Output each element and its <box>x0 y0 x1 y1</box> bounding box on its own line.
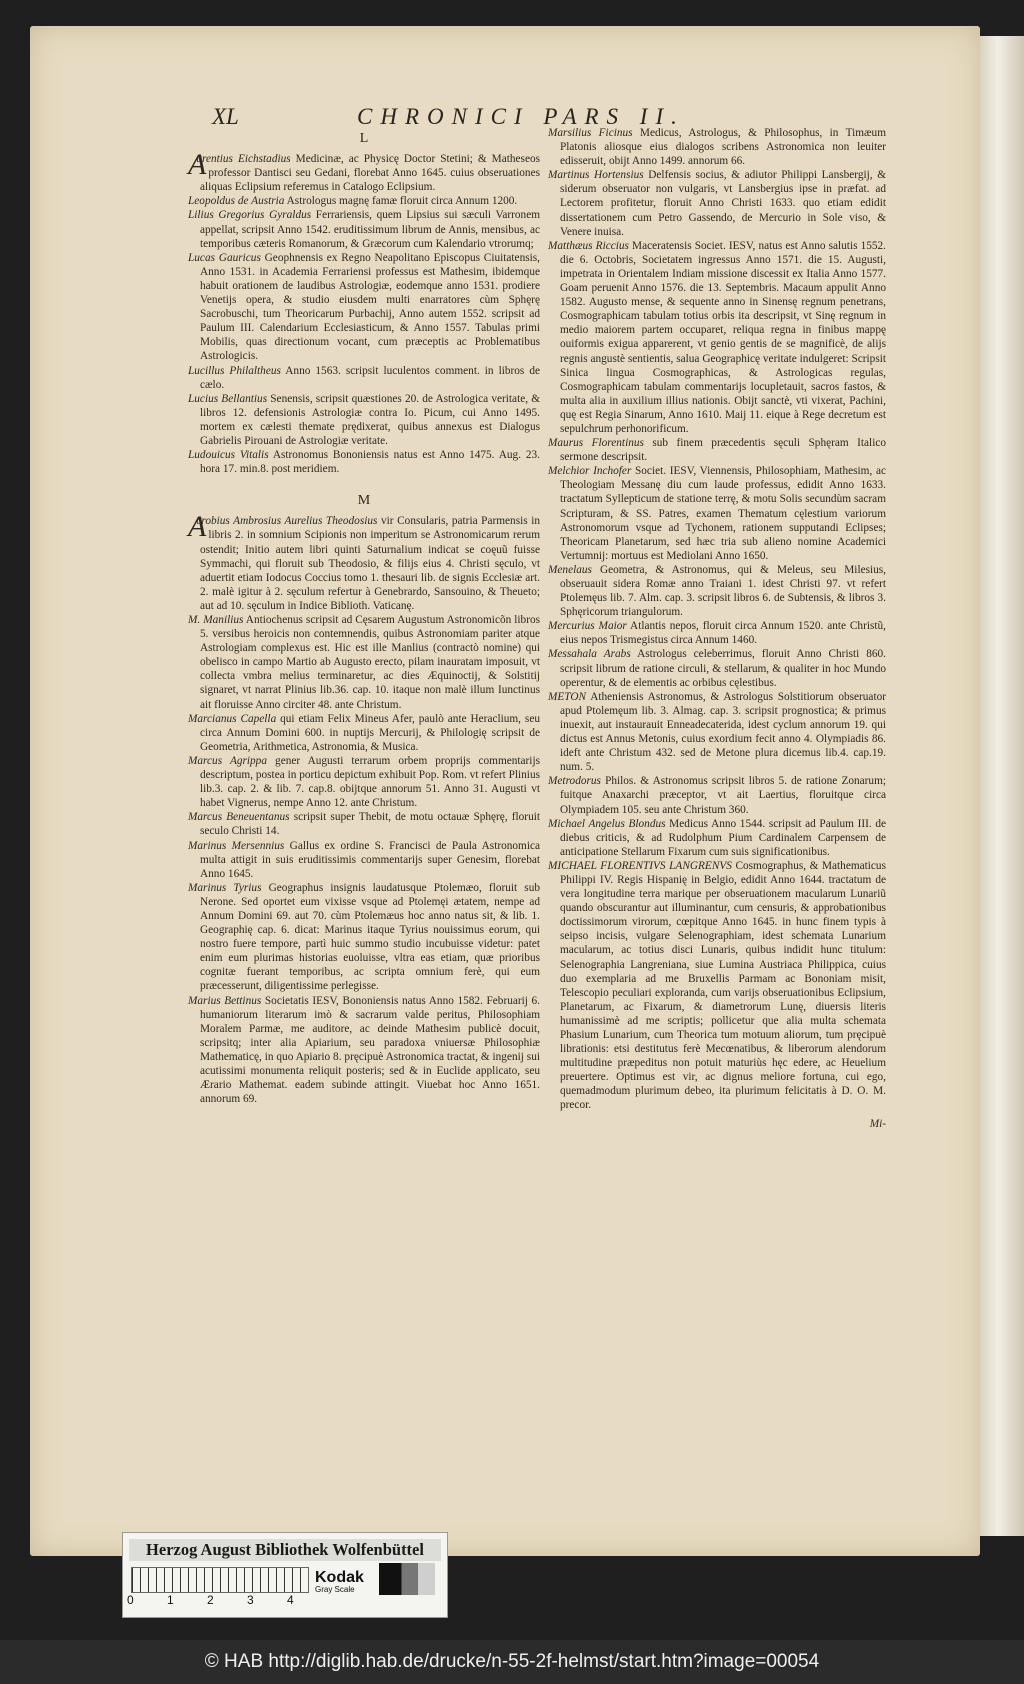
entry-name: Michael Angelus Blondus <box>548 817 666 830</box>
scale-number: 4 <box>287 1593 294 1607</box>
catchword: Mi- <box>869 1117 886 1130</box>
entry-text: Medicus, Astrologus, & Philosophus, in Timæum Platonis aliosque eius dialogos scribens Astronomica non leuiter edisseruit, obijt Anno 1499. annorum 66. <box>560 127 886 168</box>
entry <box>188 448 540 476</box>
entry <box>188 194 540 208</box>
entry-name: Messahala Arabs <box>548 648 631 661</box>
entry-text: gener Augusti terrarum orbem proprijs commentarijs descriptum, postea in porticu depictum exhibuit Pop. Rom. vt refert Plinius lib.3. cap. 2. & lib. 7. cap.8. obijtque annorum 51. Anno 31. Augusti vt habet Vignerus, nempe Anno 12. ante Christum. <box>200 754 540 810</box>
entry <box>188 148 541 194</box>
entry-text: Maceratensis Societ. IESV, natus est Anno salutis 1552. die 6. Octobris, Societatem ingressus Anno 1571. die 15. Augusti, impetrata in Orientalem Indiam missione discessit ex Italia Anno 1577. Goam peruenit Anno 1576. die 13. Septembris. Macaum appulit Anno 1582. Augusto mense, & sequente anno in Sinensę regnum penetrans, Cosmographicam tabulam totius orbis ita descripsit, vt Sinę regnum in medio maiorem partem occuparet, reliqua regna in finibus mappę ouiformis exigua apparerent, vt genio gentis de se magnificè, de alijs regnis angustè sentientis, salua Geographicę veritate indulgeret: Scripsit Sinica lingua Cosmographicas, & Astrologicas regulas, Cosmographicam tabulam commentarijs locupletauit, sacros fastos, & multa alia in auxilium illius nationis. Obijt sanctè, vti vixerat, Pachini, quę est Regia Sinarum, Anno 1610. Maij 11. eique à Rege decretum est sepulchrum perhonorificum. <box>560 239 887 435</box>
entry-text: Delfensis socius, & adiutor Philippi Lansbergij, & siderum obseruator non vulgaris, vt Lansbergius ipse in præfat. ad Lectorem profitetur, floruit Anno Christi 1633. quo etiam edidit dissertationem cum Petro Gassendo, de Mercurio in Sole viso, & Venere inuisa. <box>560 169 886 238</box>
entry-name: Matthæus Riccius <box>548 239 629 252</box>
running-title: CHRONICI PARS II. <box>357 104 685 129</box>
entry <box>188 839 540 881</box>
section-letter-m: M <box>357 493 371 509</box>
entry-name: Lucas Gauricus <box>188 251 261 264</box>
copyright-footer[interactable]: © HAB http://diglib.hab.de/drucke/n-55-2f-helmst/start.htm?image=00054 <box>0 1640 1024 1684</box>
entry-name: Metrodorus <box>548 775 601 788</box>
entry-text: Geometra, & Astronomus, qui & Meleus, seu Milesius, obseruauit sidera Romæ anno Traiani 1. idest Christi 97. vt refert Ptolemęus lib. 7. Alm. cap. 3. scripsit libros 6. de Subtensis, & libros 3. Sphęricorum triangulorum. <box>560 563 886 619</box>
entry <box>548 168 886 238</box>
entry <box>188 510 540 613</box>
entries-l <box>188 148 541 476</box>
folio-number: XL <box>212 104 239 129</box>
entry-text: Cosmographus, & Mathematicus Philippi IV. Regis Hispanię in Belgio, edidit Anno 1644. tractatum de vera longitudine terra marique per obseruationem macularum Lunariũ quando obscurantur aut illuminantur, cum censuris, & approbationibus doctissimorum virorum, cœpitque Anno 1645. in hunc finem typis à seipso incisis, vulgare Selenographiam, idest schemata Lunarium macularum, ac totius disci Lunaris, quibus indidit hunc titulum: Selenographia Langreniana, siue Lumina Austriaca Philippica, cuius duo exemplaria ad me Bruxellis Parmam ac Bononiam misit, Telescopio peculiari exploranda, cum varijs obseruationibus Eclipsium, Planetarum, ac Fixarum, & diametrorum Lunę, diuersis literis humanissimè ad me scriptis; pollicetur que alia multa schemata Phasium Lunarium, cum Theorica tum motuum aliorum, tum pręcipuè librationis: etsi destitutus ferè Mecœnatibus, & liberorum alendorum multitudine præpeditus non potuit maturiùs hęc edere, ac Heuelium preuertere. Optimus est vir, ac dignus meliore fortuna, cui ego, quemadmodum plurimum debeo, ita plurimum felicitatis à D. O. M. precor. <box>560 859 886 1112</box>
entry-name: M. Manilius <box>188 614 244 626</box>
entry <box>188 251 540 364</box>
entry-name: Marinus Tyrius <box>188 881 262 894</box>
entry-name: Lilius Gregorius Gyraldus <box>188 209 312 222</box>
entry <box>548 817 886 859</box>
entry-name: Melchior Inchofer <box>548 465 632 478</box>
entry <box>548 774 886 816</box>
entry-name: Marcus Agrippa <box>188 754 267 767</box>
section-letter-l: L <box>359 131 369 146</box>
entry-text: Astronomus Bononiensis natus est Anno 1475. Aug. 23. hora 17. min.8. post meridiem. <box>200 449 540 476</box>
scale-number: 0 <box>127 1593 134 1607</box>
entry <box>548 647 887 689</box>
scale-numbers <box>127 1593 327 1607</box>
entry-text: sub finem præcedentis sęculi Sphęram Italico sermone descripsit. <box>560 437 886 464</box>
entry-text: Astrologus magnę famæ floruit circa Annum 1200. <box>284 195 518 208</box>
entry-name: Aurentius Eichstadius <box>188 148 291 182</box>
entry-text: Atlantis nepos, floruit circa Annum 1520. ante Christũ, eius nepos Trismegistus circa Annum 1460. <box>560 620 886 647</box>
entry-text: Societatis IESV, Bononiensis natus Anno 1582. Februarij 6. humaniorum literarum imò & sacrarum valde peritus, Philosophiam Moralem Parmæ, me auditore, ac deinde Mathesim publicè docuit, scripsitq; inter alia Apiarium, seu paradoxa vniuersæ Philosophiæ Mathematicę, in quo Apiario 8. pręcipuè Astronomica tractat, & ingenij sui acutissimi monumenta reliquit posteris; sed & in Euclide applicato, seu Ærario Mathemat. eadem subinde attingit. Viuebat hoc Anno 1651. annorum 69. <box>200 994 540 1106</box>
entry-text: Atheniensis Astronomus, & Astrologus Solstitiorum obseruator apud Ptolemęum lib. 3. Almag. cap. 3. scripsit prognostica; & primus inuexit, aut instaurauit Enneadecaterida, idest cyclum annorum 19. qui dictus est Annus Metonis, cuius exordium fecit anno 4. Olympiadis 86. ideft ante Christum 432. sed de Metone plura dicemus lib.4. cap.19. num. 5. <box>560 690 886 774</box>
entry-name: Mercurius Maior <box>548 620 627 633</box>
book-edge <box>980 36 1024 1536</box>
entry-name: Marsilius Ficinus <box>548 127 633 139</box>
entry <box>188 208 541 250</box>
entry <box>548 464 886 563</box>
right-column <box>548 126 886 1131</box>
entry <box>188 994 540 1107</box>
entry-name: METON <box>548 690 587 703</box>
entry <box>548 239 887 436</box>
scale-number: 3 <box>247 1593 254 1607</box>
entry-name: Maurus Florentinus <box>548 437 644 450</box>
entry-text: Senensis, scripsit quæstiones 20. de Astrologica veritate, & libros 12. defensionis Astrologiæ contra Io. Picum, cui Anno 1495. mortem ex cælesti themate prędixerat, quibus annexus est Dialogus Gabrielis Pirouani de Astrologiæ veritate. <box>200 392 540 447</box>
entries-right <box>548 126 886 1113</box>
entry-name: Lucius Bellantius <box>188 392 268 405</box>
entry-name: Marcianus Capella <box>188 712 277 725</box>
entry <box>548 126 886 168</box>
entry-text: Geographus insignis laudatusque Ptolemæo, floruit sub Nerone. Sed oportet eum vixisse vsque ad Ptolemęi ætatem, nempe ad Annum Domini 69. aut 70. cùm Ptolemæus hoc anno natus sit, & lib. 1. Geographię cap. 6. dicat: Marinus itaque Tyrius nouissimus eorum, qui nostro fuere tempore, partì huic summo studio incubuisse videtur: patet enim eum plurimas historias euoluisse, vltra eas etiam, quæ prioribus cognitæ fuerant temporibus, ac scripta omnium ferè, qui eum præcesserunt, diligentissime perlegisse. <box>200 881 541 993</box>
gray-scale-swatch <box>379 1563 435 1595</box>
scale-number: 2 <box>207 1593 214 1607</box>
entry-name: Marcus Beneuentanus <box>188 811 290 824</box>
kodak-logo <box>315 1569 375 1595</box>
entry-name: Lucillus Philaltheus <box>188 364 281 377</box>
entry <box>188 364 540 392</box>
entry-name: Marinus Mersennius <box>188 839 285 852</box>
left-column <box>188 130 540 1106</box>
entry <box>548 619 886 647</box>
entry-text: scripsit super Thebit, de motu octauæ Sphęrę, floruit seculo Christi 14. <box>200 811 540 838</box>
entry <box>548 690 886 775</box>
kodak-text: Kodak <box>315 1569 364 1586</box>
entry-name: Acrobius Ambrosius Aurelius Theodosius <box>188 510 378 544</box>
entry-name: Martinus Hortensius <box>548 169 644 182</box>
entry-name: Marius Bettinus <box>188 994 262 1007</box>
entry <box>188 810 540 838</box>
entry <box>188 754 540 810</box>
entry <box>188 881 541 994</box>
entry <box>548 859 886 1113</box>
entry <box>188 712 540 754</box>
entry-name: Ludouicus Vitalis <box>188 449 269 462</box>
entry <box>188 392 540 448</box>
entry-text: Medicinæ, ac Physicę Doctor Stetini; & Matheseos professor Dantisci seu Gedani, florebat Anno 1645. cuius obseruationes aliquas Eclipsium referemus in Catalogo Eclipsium. <box>200 153 541 194</box>
measure-scale <box>131 1567 309 1593</box>
entry-name: MICHAEL FLORENTIVS LANGRENVS <box>548 859 732 872</box>
entry-text: Geophnensis ex Regno Neapolitano Episcopus Ciuitatensis, Anno 1531. in Academia Ferrariensi professus est Mathesim, ibidemque habuit orationem de laudibus Astrologiæ, eodemque anno 1531. prodiere Venetijs opera, & studio eiusdem multi enarratores cùm Sphęrę Sacrobuschi, tum Theoricarum Purbachij, Anno autem 1552. scripsit ad Paulum III. Calendarium Ecclesiasticum, & Anno 1557. Tabulas primi Mobilis, quas directionum vocant, cum præceptis ac Problematibus Astrologicis. <box>200 251 540 363</box>
entry-text: qui etiam Felix Mineus Afer, paulò ante Heraclium, seu circa Annum Domini 600. in nuptijs Mercurij, & Philologię scripsit de Geometria, Arithmetica, Astronomia, & Musica. <box>200 712 540 753</box>
entry-name: Leopoldus de Austria <box>188 195 285 208</box>
entry-text: Ferrariensis, quem Lipsius sui sæculi Varronem appellat, scripsit Anno 1542. eruditissimum librum de Annis, mensibus, ac temporibus cæteris Romanorum, & Græcorum cum Kalendario vtrorumq; <box>200 209 541 250</box>
entry-text: Anno 1563. scripsit luculentos comment. in libros de cælo. <box>200 364 540 391</box>
entry-text: Antiochenus scripsit ad Cęsarem Augustum Astronomicõn libros 5. versibus heroicis non contemnendis, quibus Astronomiam pariter atque Astrologiam complexus est. Hic est ille Manlius (contractò nomine) qui obelisco in campo Martio ab Augusto erecto, pilam inauratam imposuit, vt collecta vmbra melius terminaretur, ac dies Æquinoctij, & Solstitij signaret, vt narrat Plinius lib.36. cap. 10. itaque non malè illum Iunctinus ait floruisse Anno circiter 48. ante Christum. <box>200 614 540 711</box>
scale-number: 1 <box>167 1593 174 1607</box>
gray-scale-text: Gray Scale <box>315 1585 355 1594</box>
entry-text: vir Consularis, patria Parmensis in libris 2. in somnium Scipionis non imperitum se Astronomicarum rerum ostendit; Initio autem libri quinti Saturnalium indicat se coęuũ fuisse Symmachi, qui floruit sub Theodosio, & filijs eius 4. Christi sęculo, vt aduertit etiam Iodocus Coccius tomo 1. thesauri lib. de signis Ecclesiæ art. 2. malè igitur à 2. sęculum refertur à Genebrardo, Sansouino, & Theueto; aut ad 10. sęculum in Indice Biblioth. Vaticanę. <box>200 515 540 612</box>
entry-text: Astrologus celeberrimus, floruit Anno Christi 860. scripsit librum de ratione circuli, & stellarum, & qualiter in hoc Mundo operentur, & de elementis ac orbibus cęlestibus. <box>560 648 887 689</box>
entry <box>188 613 540 712</box>
entry <box>548 436 886 464</box>
entry-text: Philos. & Astronomus scripsit libros 5. de ratione Zonarum; fuitque Anaxarchi præceptor, vt ait Laertius, floruitque circa Olympiadem 105. seu ante Christum 360. <box>560 775 886 816</box>
entry <box>548 563 886 619</box>
library-label-card <box>122 1532 448 1618</box>
entries-m <box>188 510 541 1106</box>
entry-text: Medicus Anno 1544. scripsit ad Paulum III. de diebus criticis, & ad Rudolphum Pium Cardinalem Carpensem de anticipatione Stellarum Fixarum cum suis significationibus. <box>560 817 886 858</box>
library-name: Herzog August Bibliothek Wolfenbüttel <box>129 1539 441 1561</box>
entry-text: Societ. IESV, Viennensis, Philosophiam, Mathesim, ac Theologiam Messanę diu cum laude professus, edidit Anno 1633. tractatum Syllepticum de statione terrę, & motu Solis secundùm sacram Scripturam, & SS. Patres, examen Thematum cęlestium variorum Astronomorum vsque ad Tychonem, rationem supputandi Eclipses; Theoricam Planetarum, sed hæc tria sub alieno nomine Academici Vertumnij: mortuus est Mediolani Anno 1650. <box>560 465 886 562</box>
entry-name: Menelaus <box>548 563 592 576</box>
entry-text: Gallus ex ordine S. Francisci de Paula Astronomica multa attigit in suis eruditissimis commentarijs super Genesim, florebat Anno 1645. <box>200 839 540 880</box>
